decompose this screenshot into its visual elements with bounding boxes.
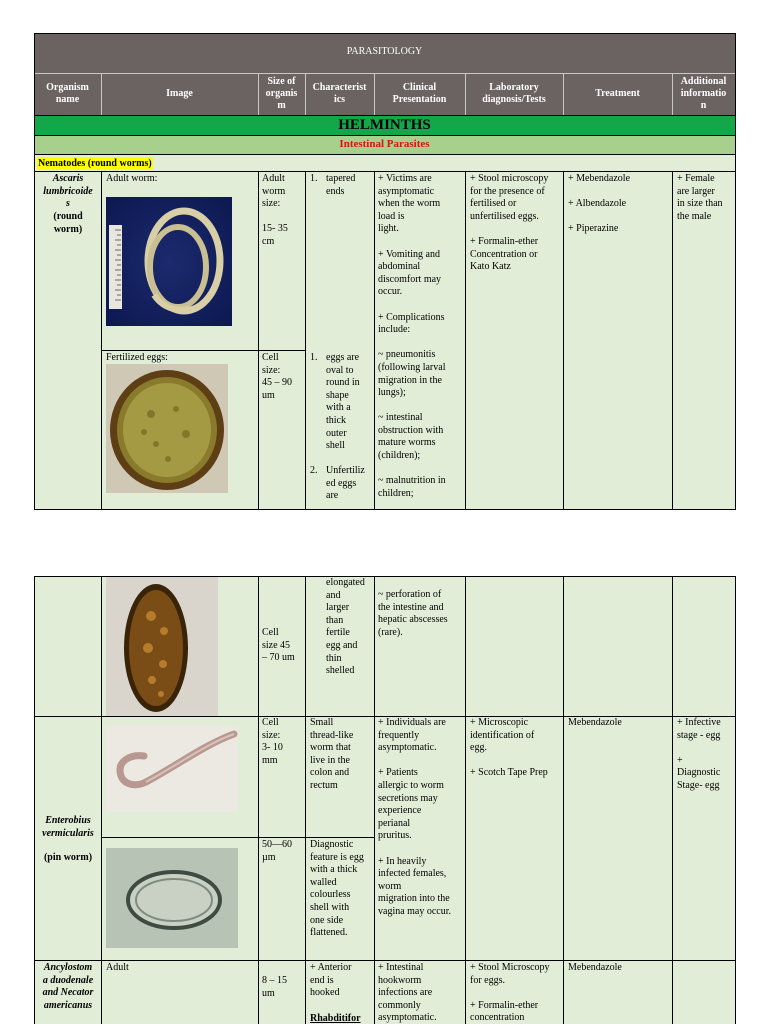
enterobius-lab: + Microscopic identification of egg. + Scotch Tape Prep (470, 717, 548, 779)
enterobius-worm-image (106, 726, 238, 812)
ascaris-additional: + Female are larger in size than the male (677, 173, 723, 222)
enterobius-worm-size: Cell size: 3- 10 mm (262, 717, 283, 766)
col-header-treatment: Treatment (595, 88, 640, 99)
ascaris-lab: + Stool microscopy for the presence of fertilised or unfertilised eggs. + Formalin-ether Concentration or Kato Katz (470, 173, 549, 273)
col-header-additional: Additional informatio n (680, 76, 727, 111)
enterobius-clinical: + Individuals are frequently asymptomatic. + Patients allergic to worm secretions may experience perianal pruritus. + In heavily infected females, worm migration into the vagina may occur. (378, 717, 452, 917)
ancylostoma-image-label: Adult (106, 962, 129, 973)
ascaris-unfertilized-size: Cell size 45 – 70 um (262, 627, 295, 664)
ascaris-eggs-label: Fertilized eggs: (106, 352, 168, 363)
ascaris-adult-worm-image (106, 197, 232, 326)
ascaris-common-name: (round worm) (53, 211, 83, 235)
ascaris-eggs-size: Cell size: 45 – 90 um (262, 352, 292, 401)
ascaris-fertilized-egg-image (106, 364, 228, 493)
ascaris-clinical: + Victims are asymptomatic when the worm load is light. + Vomiting and abdominal discomfort may occur. + Complications include: ~ pneumonitis (following larval migration in the lungs); ~ intestinal obstruction with mature worms (children); ~ malnutrition in children; (378, 173, 446, 499)
ascaris-name: Ascaris lumbricoide s (43, 173, 93, 210)
col-header-size: Size of organis m (265, 76, 298, 111)
enterobius-egg-image (106, 848, 238, 948)
enterobius-name: Enterobius vermicularis (42, 815, 94, 839)
ascaris-adult-size: Adult worm size: 15- 35 cm (262, 173, 288, 247)
ascaris-unfertilized-characteristics: elongated and larger than fertile egg and thin shelled (326, 577, 365, 677)
ancylostoma-name: Ancylostom a duodenale and Necator americanus (42, 962, 94, 1011)
enterobius-egg-characteristics: Diagnostic feature is egg with a thick walled colourless shell with one side flattened. (310, 839, 364, 939)
ancylostoma-characteristics: + Anterior end is hooked (310, 962, 352, 999)
enterobius-egg-size: 50—60 µm (262, 839, 292, 863)
ascaris-adult-label: Adult worm: (106, 173, 158, 184)
enterobius-treatment: Mebendazole (568, 717, 622, 728)
ancylostoma-clinical: + Intestinal hookworm infections are commonly asymptomatic. (378, 962, 437, 1024)
ascaris-unfertilized-egg-image (106, 576, 218, 716)
ascaris-clinical-continued: ~ perforation of the intestine and hepatic abscesses (rare). (378, 589, 448, 638)
table-title: PARASITOLOGY (346, 46, 423, 57)
ancylostoma-lab: + Stool Microscopy for eggs. + Formalin-ether concentration (470, 962, 550, 1024)
col-header-image: Image (166, 88, 193, 99)
ascaris-treatment: + Mebendazole + Albendazole + Piperazine (568, 173, 631, 235)
col-header-lab: Laboratory diagnosis/Tests (482, 82, 546, 105)
group-label: Nematodes (round worms) (38, 158, 152, 169)
col-header-characteristics: Characterist ics (312, 82, 367, 105)
ancylostoma-treatment: Mebendazole (568, 962, 622, 973)
ancylostoma-characteristics-2: Rhabditifor (310, 1013, 361, 1024)
enterobius-additional: + Infective stage - egg + Diagnostic Stage- egg (677, 717, 721, 791)
col-header-organism: Organism name (46, 82, 89, 105)
subsection-title: Intestinal Parasites (339, 138, 430, 150)
ancylostoma-size: 8 – 15 um (262, 975, 287, 999)
enterobius-common-name: (pin worm) (43, 852, 93, 863)
col-header-clinical: Clinical Presentation (392, 82, 447, 105)
section-title: HELMINTHS (338, 117, 431, 133)
enterobius-worm-characteristics: Small thread-like worm that live in the colon and rectum (310, 717, 354, 791)
